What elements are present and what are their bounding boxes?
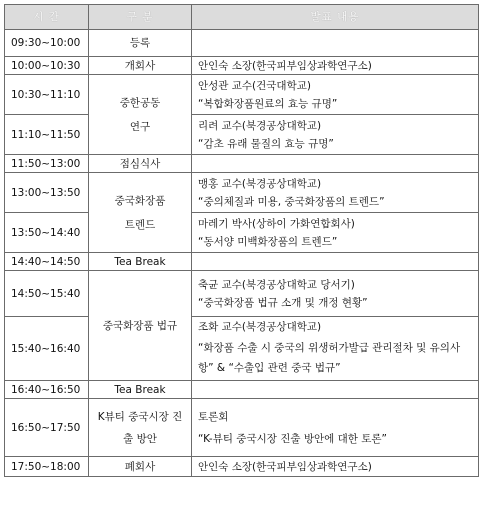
time-cell: 16:40~16:50: [5, 381, 89, 399]
content-cell: [192, 271, 479, 317]
speaker-line: 마레기 박사(상하이 가화연합회사): [198, 217, 355, 230]
category-cell: 점심식사: [89, 155, 192, 173]
table-header-row: [5, 5, 479, 30]
time-cell: 14:40~14:50: [5, 253, 89, 271]
program-schedule-table: [4, 4, 479, 477]
table-row: [5, 57, 479, 75]
speaker-line: 축균 교수(북경공상대학교 당서기): [198, 278, 355, 291]
content-cell: [192, 57, 479, 75]
table-row: [5, 75, 479, 115]
content-cell: [192, 399, 479, 457]
table-row: [5, 317, 479, 381]
speaker-line: 안성관 교수(건국대학교): [198, 79, 311, 92]
time-cell: 17:50~18:00: [5, 457, 89, 477]
table-row: [5, 115, 479, 155]
category-line: 트렌드: [124, 218, 156, 231]
speaker-line: 안인숙 소장(한국피부임상과학연구소): [198, 59, 372, 72]
table-row: [5, 155, 479, 173]
table-row: [5, 173, 479, 213]
talk-title-line: “동서양 미백화장품의 트렌드”: [198, 235, 338, 248]
time-cell: 14:50~15:40: [5, 271, 89, 317]
header-content: 발표 내용: [192, 5, 479, 30]
content-cell: [192, 75, 479, 115]
speaker-line: 조화 교수(북경공상대학교): [198, 320, 322, 333]
speaker-line: 토론회: [198, 410, 229, 423]
category-cell: Tea Break: [89, 381, 192, 399]
header-category: 구 분: [89, 5, 192, 30]
header-time: 시 간: [5, 5, 89, 30]
speaker-line: 안인숙 소장(한국피부임상과학연구소): [198, 460, 372, 473]
talk-title-line: “중의체질과 미용, 중국화장품의 트렌드”: [198, 195, 385, 208]
table-row: [5, 399, 479, 457]
table-row: [5, 30, 479, 57]
content-cell: [192, 457, 479, 477]
program-table-container: [4, 4, 479, 477]
category-cell: 중국화장품 법규: [89, 271, 192, 381]
table-row: [5, 213, 479, 253]
category-cell: 개회사: [89, 57, 192, 75]
time-cell: 11:50~13:00: [5, 155, 89, 173]
time-cell: 16:50~17:50: [5, 399, 89, 457]
content-cell: [192, 30, 479, 57]
speaker-line: 맹홍 교수(북경공상대학교): [198, 177, 322, 190]
category-line: 중국화장품: [114, 194, 166, 207]
talk-title-line: “중국화장품 법규 소개 및 개정 현황”: [198, 296, 368, 309]
category-cell: K뷰티 중국시장 진출 방안: [89, 399, 192, 457]
time-cell: 13:00~13:50: [5, 173, 89, 213]
table-row: [5, 271, 479, 317]
content-cell: [192, 381, 479, 399]
time-cell: 15:40~16:40: [5, 317, 89, 381]
talk-title-line: “화장품 수출 시 중국의 위생허가발급 관리절차 및 유의사항” & “수출입 관련 중국 법규”: [198, 341, 461, 374]
content-cell: [192, 253, 479, 271]
content-cell: [192, 213, 479, 253]
category-line: 중한공동: [119, 96, 161, 109]
time-cell: 13:50~14:40: [5, 213, 89, 253]
talk-title-line: “복합화장품원료의 효능 규명”: [198, 97, 338, 110]
time-cell: 10:30~11:10: [5, 75, 89, 115]
talk-title-line: “감초 유래 물질의 효능 규명”: [198, 137, 334, 150]
time-cell: 11:10~11:50: [5, 115, 89, 155]
content-cell: [192, 173, 479, 213]
category-cell: 등록: [89, 30, 192, 57]
talk-title-line: “K-뷰티 중국시장 진출 방안에 대한 토론”: [198, 432, 387, 445]
table-row: [5, 253, 479, 271]
category-cell: [89, 173, 192, 253]
category-cell: Tea Break: [89, 253, 192, 271]
category-cell: 폐회사: [89, 457, 192, 477]
table-row: [5, 381, 479, 399]
speaker-line: 리려 교수(북경공상대학교): [198, 119, 322, 132]
category-line: 연구: [129, 120, 151, 133]
table-row: [5, 457, 479, 477]
time-cell: 09:30~10:00: [5, 30, 89, 57]
category-cell: [89, 75, 192, 155]
content-cell: [192, 155, 479, 173]
content-cell: [192, 115, 479, 155]
content-cell: [192, 317, 479, 381]
time-cell: 10:00~10:30: [5, 57, 89, 75]
